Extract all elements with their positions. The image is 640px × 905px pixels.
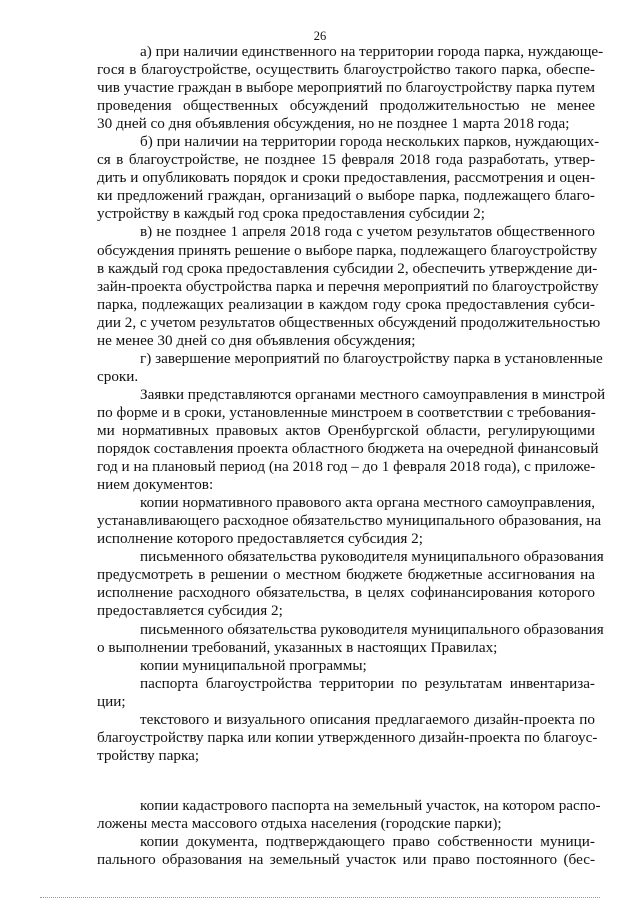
text-line: предусмотреть в решении о местном бюджете бюджетные ассигнования на <box>97 566 595 584</box>
text-line: ложены места массового отдыха населения (городские парки); <box>97 814 502 832</box>
text-line: не менее 30 дней со дня объявления обсуждения; <box>97 331 416 349</box>
text-line: пального образования на земельный участок или право постоянного (бес- <box>97 851 595 869</box>
paragraph-first-line: копии нормативного правового акта органа местного самоуправления, <box>140 494 596 512</box>
text-line: обсуждения принять решение о выборе парка, подлежащего благоустройству <box>97 241 598 259</box>
text-line: ки предложений граждан, организаций о выборе парка, подлежащего благо- <box>97 187 595 205</box>
text-line: проведения общественных обсуждений продолжительностью не менее <box>97 97 595 115</box>
text-line: по форме и в сроки, установленные минстроем в соответствии с требования- <box>97 403 596 421</box>
scan-edge-artifact <box>40 897 600 898</box>
paragraph-first-line: Заявки представляются органами местного самоуправления в минстрой <box>140 385 606 403</box>
paragraph-first-line: а) при наличии единственного на территории города парка, нуждающе- <box>140 43 604 60</box>
document-body <box>97 43 606 869</box>
text-line: 30 дней со дня объявления обсуждения, но не позднее 1 марта 2018 года; <box>97 115 570 133</box>
text-line: устанавливающего расходное обязательство муниципального образования, на <box>97 512 602 530</box>
text-line: устройству в каждый год срока предоставления субсидии 2; <box>97 205 485 223</box>
text-line: ся в благоустройстве, не позднее 15 февраля 2018 года разработать, утвер- <box>97 151 595 169</box>
text-line: в каждый год срока предоставления субсидии 2, обеспечить утверждение ди- <box>97 259 598 277</box>
text-line: дить и опубликовать порядок и сроки предоставления, рассмотрения и оцен- <box>97 169 595 187</box>
text-line: ми нормативных правовых актов Оренбургской области, регулирующими <box>97 421 595 439</box>
text-line: гося в благоустройстве, осуществить благоустройство такого парка, обеспе- <box>97 61 595 79</box>
paragraph-first-line: копии кадастрового паспорта на земельный участок, на котором распо- <box>140 796 601 814</box>
paragraph-first-line: текстового и визуального описания предлагаемого дизайн-проекта по <box>140 710 595 728</box>
paragraph-first-line: б) при наличии на территории города нескольких парков, нуждающих- <box>140 133 600 151</box>
text-line: нием документов: <box>97 476 214 494</box>
text-line: предоставляется субсидия 2; <box>97 602 283 620</box>
paragraph-first-line: г) завершение мероприятий по благоустройству парка в установленные <box>140 349 603 367</box>
text-line: о выполнении требований, указанных в настоящих Правилах; <box>97 638 498 656</box>
text-line: сроки. <box>97 367 139 385</box>
text-line: исполнение расходного обязательства, в целях софинансирования которого <box>97 584 595 602</box>
text-line: ции; <box>97 692 126 710</box>
paragraph-first-line: письменного обязательства руководителя муниципального образования <box>140 548 604 566</box>
text-line: чив участие граждан в выборе мероприятий по благоустройству парка путем <box>97 79 595 97</box>
section-gap <box>97 765 595 797</box>
paragraph-first-line: копии муниципальной программы; <box>140 656 367 674</box>
text-line: исполнение которого предоставляется субсидия 2; <box>97 530 423 548</box>
text-line: год и на плановый период (на 2018 год – до 1 февраля 2018 года), с приложе- <box>97 458 596 476</box>
paragraph-first-line: письменного обязательства руководителя муниципального образования <box>140 620 604 638</box>
paragraph-first-line: паспорта благоустройства территории по результатам инвентаризa- <box>140 674 595 692</box>
page-number: 26 <box>313 29 327 43</box>
text-line: благоустройству парка или копии утвержденного дизайн-проекта по благоус- <box>97 728 598 746</box>
text-line: зайн-проекта обустройства парка и перечня мероприятий по благоустройству <box>97 277 599 295</box>
text-line: дии 2, с учетом результатов общественных обсуждений продолжительностью <box>97 313 601 331</box>
text-line: порядок составления проекта областного бюджета на очередной финансовый <box>97 440 599 458</box>
paragraph-first-line: копии документа, подтверждающего право собственности муници- <box>140 832 595 850</box>
text-line: тройству парка; <box>97 746 200 764</box>
text-line: парка, подлежащих реализации в каждом году срока предоставления субси- <box>97 295 595 313</box>
paragraph-first-line: в) не позднее 1 апреля 2018 года с учетом результатов общественного <box>140 223 595 241</box>
